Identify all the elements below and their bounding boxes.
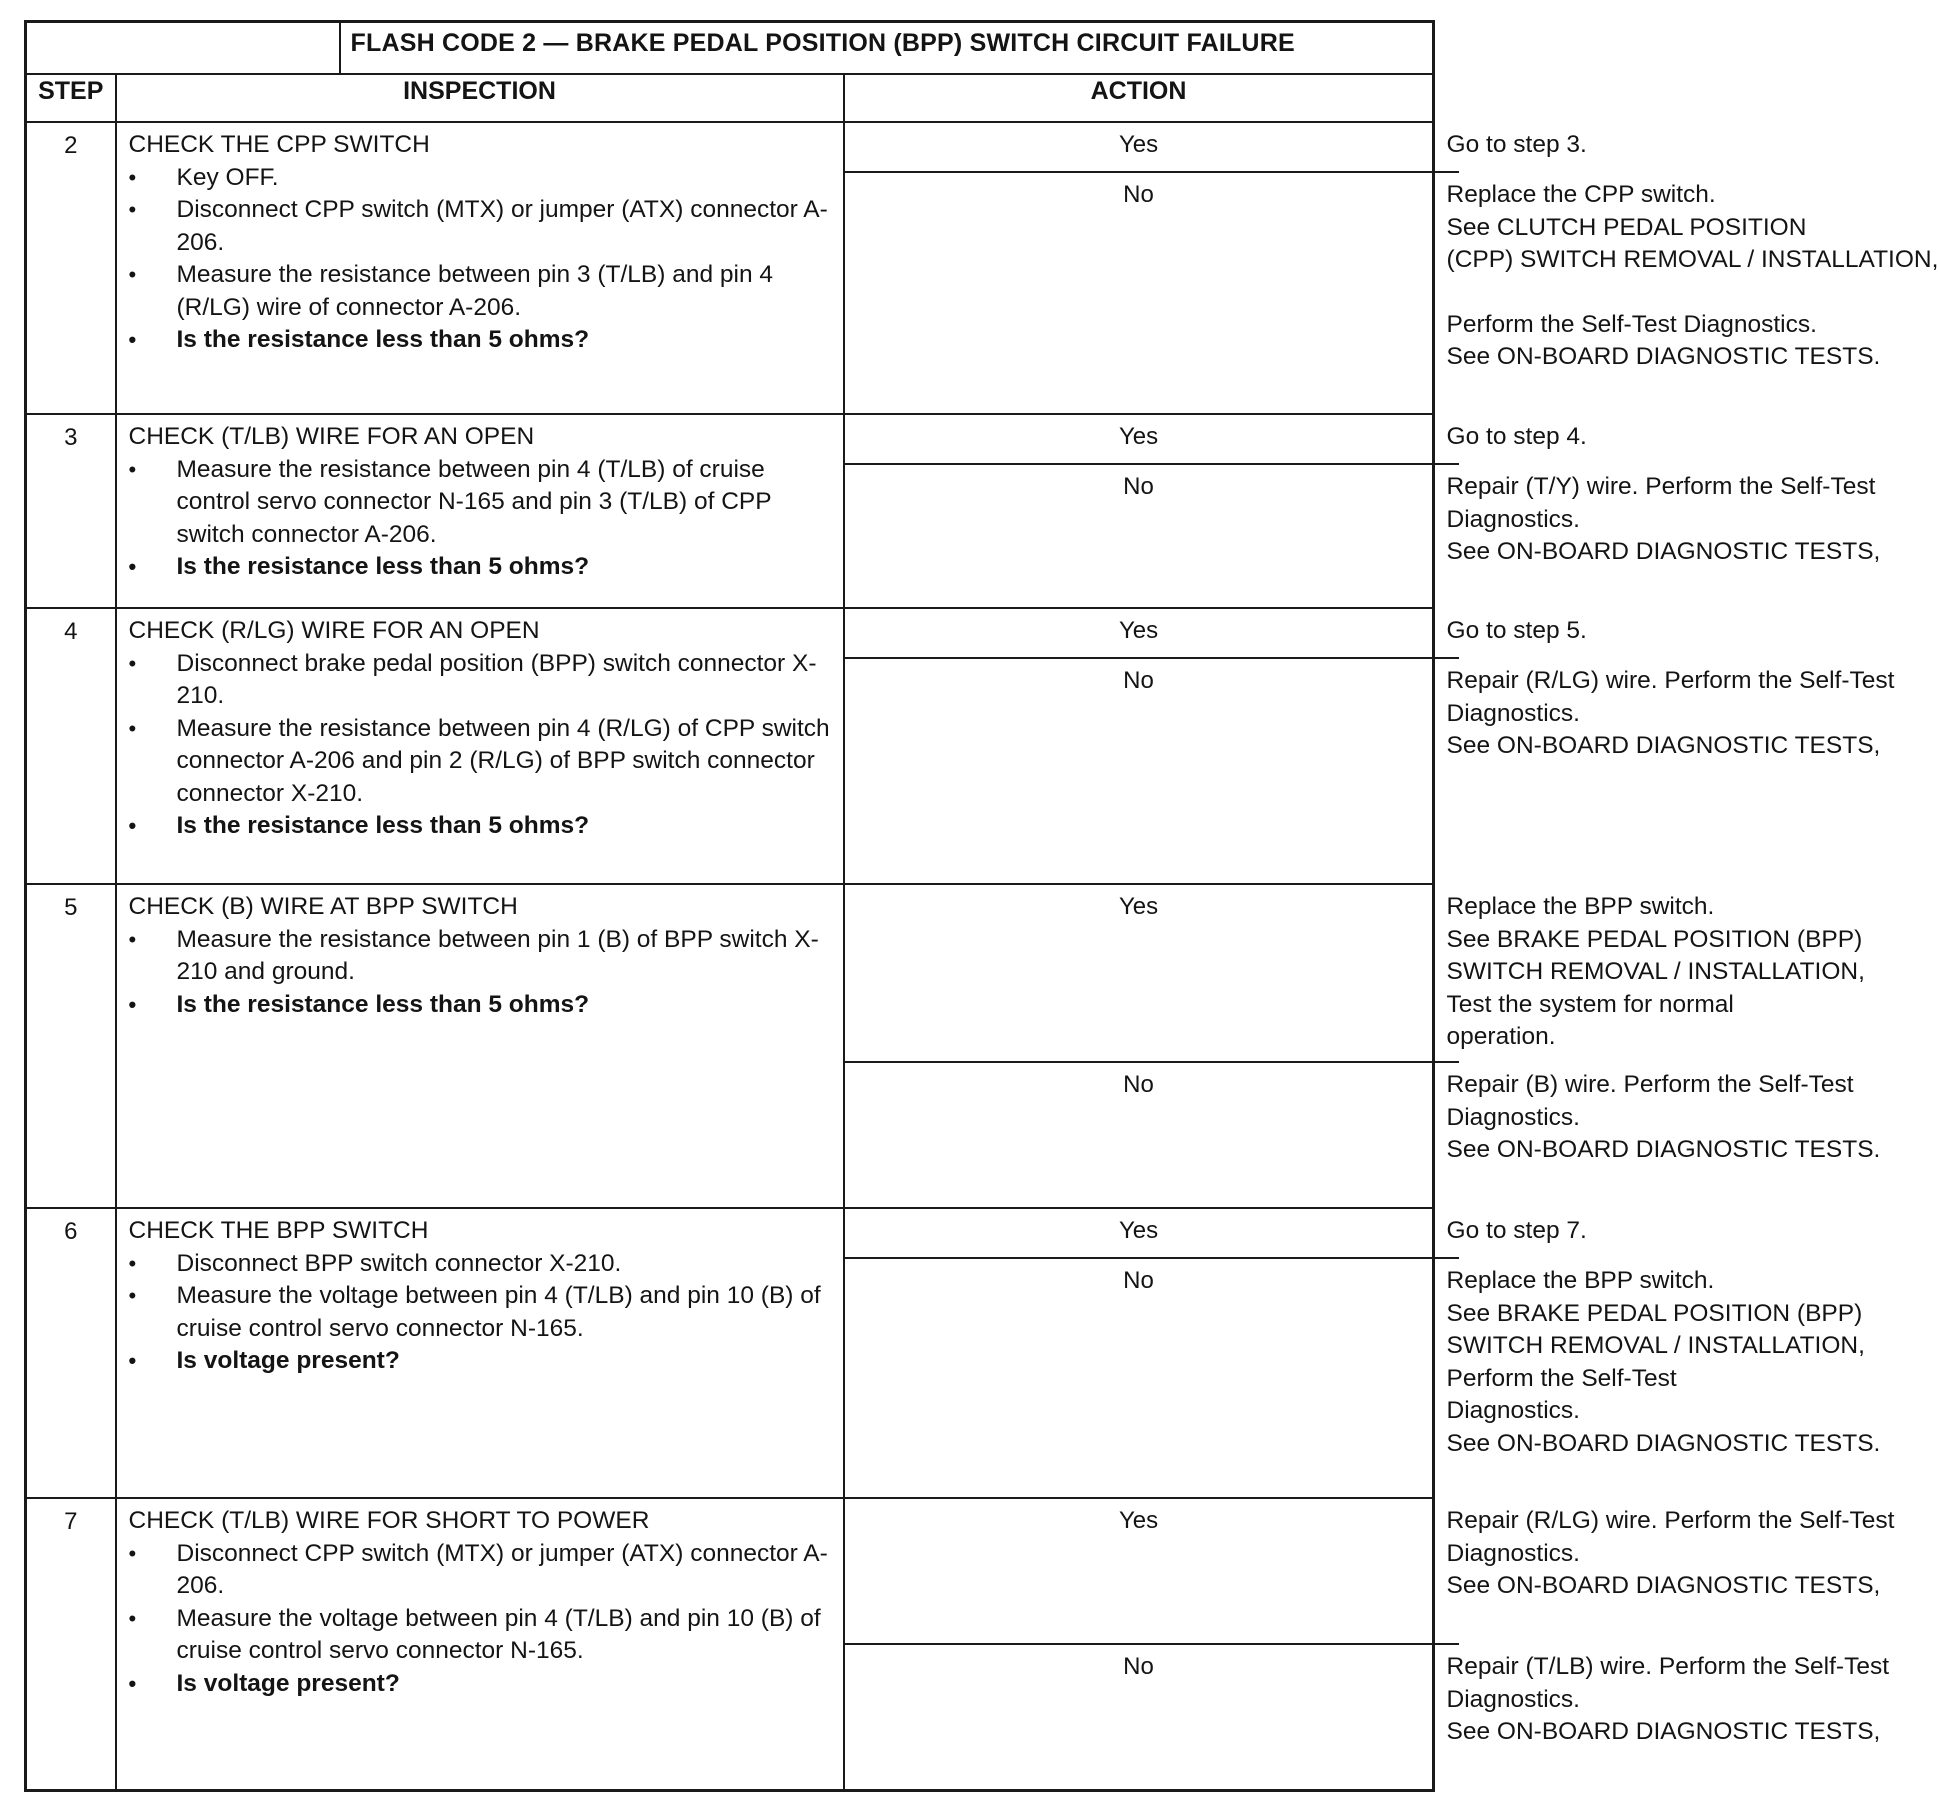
yes-action: Go to step 7. bbox=[1446, 1217, 1587, 1244]
bullet-icon: • bbox=[128, 197, 137, 222]
inspection-cell bbox=[116, 1208, 844, 1498]
table-title: FLASH CODE 2 — BRAKE PEDAL POSITION (BPP) SWITCH CIRCUIT FAILURE bbox=[340, 22, 1434, 75]
inspection-cell bbox=[116, 608, 844, 884]
inspection-question bbox=[129, 1345, 831, 1378]
yes-no-cell bbox=[844, 122, 1434, 414]
inspection-step-text: Disconnect BPP switch connector X-210. bbox=[176, 1249, 622, 1277]
inspection-question-text: Is the resistance less than 5 ohms? bbox=[176, 990, 590, 1018]
inspection-question bbox=[129, 989, 831, 1022]
bullet-icon: • bbox=[128, 650, 137, 676]
bullet-icon: • bbox=[128, 164, 137, 190]
inspection-step bbox=[129, 924, 831, 989]
inspection-step bbox=[129, 1248, 831, 1281]
yes-label: Yes bbox=[1118, 1507, 1159, 1534]
yes-action: Go to step 5. bbox=[1446, 617, 1587, 644]
table-row bbox=[26, 608, 1434, 884]
no-action: Repair (T/Y) wire. Perform the Self-Test Diagnostics. See ON-BOARD DIAGNOSTIC TESTS, bbox=[1435, 463, 1459, 607]
inspection-step bbox=[129, 1280, 831, 1345]
inspection-cell bbox=[116, 414, 844, 608]
bullet-icon: • bbox=[128, 1540, 137, 1566]
table-row bbox=[26, 1208, 1434, 1498]
inspection-title: CHECK (R/LG) WIRE FOR AN OPEN bbox=[128, 617, 540, 644]
inspection-question bbox=[129, 551, 831, 584]
inspection-steps bbox=[129, 924, 831, 1022]
bullet-icon: • bbox=[128, 1348, 137, 1373]
inspection-question-text: Is voltage present? bbox=[176, 1669, 400, 1697]
bullet-icon: • bbox=[128, 1670, 137, 1696]
diagnostic-table bbox=[24, 20, 1938, 1792]
title-blank-cell bbox=[26, 22, 340, 75]
bullet-icon: • bbox=[128, 926, 137, 952]
table-row bbox=[26, 122, 1434, 414]
step-number: 6 bbox=[26, 1208, 116, 1498]
yes-label: Yes bbox=[1118, 1217, 1159, 1244]
step-number: 4 bbox=[26, 608, 116, 884]
bullet-icon: • bbox=[128, 991, 137, 1017]
inspection-title: CHECK THE CPP SWITCH bbox=[128, 131, 430, 158]
inspection-question-text: Is voltage present? bbox=[176, 1347, 400, 1374]
inspection-question-text: Is the resistance less than 5 ohms? bbox=[176, 812, 590, 839]
bullet-icon: • bbox=[128, 327, 137, 352]
inspection-cell bbox=[116, 1498, 844, 1791]
yes-no-cell bbox=[844, 608, 1434, 884]
inspection-steps bbox=[129, 1538, 831, 1701]
inspection-step bbox=[129, 194, 831, 259]
bullet-icon: • bbox=[128, 1283, 137, 1308]
yes-label: Yes bbox=[1118, 131, 1159, 158]
inspection-step-text: Disconnect CPP switch (MTX) or jumper (ATX) connector A-206. bbox=[176, 196, 828, 256]
inspection-question bbox=[129, 324, 831, 357]
inspection-steps bbox=[129, 162, 831, 357]
table-body bbox=[26, 122, 1938, 1791]
inspection-title: CHECK (T/LB) WIRE FOR SHORT TO POWER bbox=[128, 1507, 650, 1534]
no-action: Repair (R/LG) wire. Perform the Self-Test Diagnostics. See ON-BOARD DIAGNOSTIC TESTS, bbox=[1435, 657, 1459, 883]
step-number: 7 bbox=[26, 1498, 116, 1791]
yes-label: Yes bbox=[1118, 893, 1159, 920]
header-action: ACTION bbox=[844, 74, 1434, 122]
inspection-question bbox=[129, 810, 831, 843]
step-number: 5 bbox=[26, 884, 116, 1208]
inspection-step-text: Measure the resistance between pin 4 (R/LG) of CPP switch connector A-206 and pin 2 (R/LG) of BPP switch connector connector X-210. bbox=[176, 714, 830, 807]
bullet-icon: • bbox=[128, 262, 137, 287]
inspection-cell bbox=[116, 884, 844, 1208]
inspection-step-text: Disconnect brake pedal position (BPP) switch connector X-210. bbox=[176, 649, 817, 709]
step-number: 3 bbox=[26, 414, 116, 608]
table-row bbox=[26, 884, 1434, 1208]
no-action: Replace the CPP switch. See CLUTCH PEDAL POSITION (CPP) SWITCH REMOVAL / INSTALLATION, Perform the Self-Test Diagnostics. See ON-BOARD DIAGNOSTIC TESTS. bbox=[1435, 171, 1459, 413]
yes-no-cell bbox=[844, 414, 1434, 608]
yes-no-cell bbox=[844, 884, 1434, 1208]
inspection-title: CHECK THE BPP SWITCH bbox=[128, 1217, 429, 1244]
step-number: 2 bbox=[26, 122, 116, 414]
no-action: Repair (T/LB) wire. Perform the Self-Test Diagnostics. See ON-BOARD DIAGNOSTIC TESTS, bbox=[1435, 1643, 1459, 1789]
no-label: No bbox=[845, 1257, 1433, 1497]
inspection-cell bbox=[116, 122, 844, 414]
no-action: Replace the BPP switch. See BRAKE PEDAL POSITION (BPP) SWITCH REMOVAL / INSTALLATION, Perform the Self-Test Diagnostics. See ON-BOARD DIAGNOSTIC TESTS. bbox=[1435, 1257, 1459, 1497]
no-label: No bbox=[845, 657, 1433, 883]
inspection-step-text: Measure the voltage between pin 4 (T/LB) and pin 10 (B) of cruise control servo connector N-165. bbox=[176, 1282, 821, 1342]
table-row bbox=[26, 414, 1434, 608]
inspection-question-text: Is the resistance less than 5 ohms? bbox=[176, 326, 590, 353]
inspection-steps bbox=[129, 454, 831, 584]
inspection-step-text: Measure the voltage between pin 4 (T/LB) and pin 10 (B) of cruise control servo connector N-165. bbox=[176, 1604, 821, 1664]
inspection-step bbox=[129, 1603, 831, 1668]
bullet-icon: • bbox=[128, 456, 137, 482]
inspection-step bbox=[129, 454, 831, 552]
inspection-step-text: Disconnect CPP switch (MTX) or jumper (ATX) connector A-206. bbox=[176, 1539, 828, 1599]
yes-action: Go to step 4. bbox=[1446, 423, 1587, 450]
inspection-step bbox=[129, 648, 831, 713]
inspection-step bbox=[129, 713, 831, 811]
no-label: No bbox=[845, 171, 1433, 413]
no-label: No bbox=[845, 1643, 1433, 1789]
bullet-icon: • bbox=[128, 1250, 137, 1276]
no-label: No bbox=[845, 1061, 1433, 1207]
inspection-step-text: Measure the resistance between pin 1 (B) of BPP switch X-210 and ground. bbox=[176, 925, 819, 985]
bullet-icon: • bbox=[128, 715, 137, 741]
header-inspection: INSPECTION bbox=[116, 74, 844, 122]
inspection-step-text: Measure the resistance between pin 3 (T/LB) and pin 4 (R/LG) wire of connector A-206. bbox=[176, 261, 774, 321]
inspection-step bbox=[129, 162, 831, 195]
yes-label: Yes bbox=[1118, 617, 1159, 644]
inspection-steps bbox=[129, 1248, 831, 1378]
inspection-question-text: Is the resistance less than 5 ohms? bbox=[176, 553, 590, 580]
bullet-icon: • bbox=[128, 554, 137, 579]
yes-action: Repair (R/LG) wire. Perform the Self-Test Diagnostics. See ON-BOARD DIAGNOSTIC TESTS, bbox=[1446, 1507, 1895, 1599]
inspection-title: CHECK (T/LB) WIRE FOR AN OPEN bbox=[128, 423, 535, 450]
table-row bbox=[26, 1498, 1434, 1791]
inspection-title: CHECK (B) WIRE AT BPP SWITCH bbox=[128, 893, 518, 920]
inspection-step-text: Key OFF. bbox=[176, 163, 279, 191]
bullet-icon: • bbox=[128, 813, 137, 838]
inspection-step-text: Measure the resistance between pin 4 (T/LB) of cruise control servo connector N-165 and pin 3 (T/LB) of CPP switch connector A-206. bbox=[176, 455, 772, 548]
inspection-question bbox=[129, 1668, 831, 1701]
yes-no-cell bbox=[844, 1498, 1434, 1791]
bullet-icon: • bbox=[128, 1605, 137, 1631]
yes-action: Replace the BPP switch. See BRAKE PEDAL POSITION (BPP) SWITCH REMOVAL / INSTALLATION, Test the system for normal operation. bbox=[1446, 893, 1865, 1050]
header-step: STEP bbox=[26, 74, 116, 122]
inspection-step bbox=[129, 259, 831, 324]
yes-action: Go to step 3. bbox=[1446, 131, 1587, 158]
yes-label: Yes bbox=[1118, 423, 1159, 450]
no-action: Repair (B) wire. Perform the Self-Test Diagnostics. See ON-BOARD DIAGNOSTIC TESTS. bbox=[1435, 1061, 1459, 1207]
inspection-step bbox=[129, 1538, 831, 1603]
diagnostic-document bbox=[24, 20, 1938, 1792]
no-label: No bbox=[845, 463, 1433, 607]
inspection-steps bbox=[129, 648, 831, 843]
yes-no-cell bbox=[844, 1208, 1434, 1498]
